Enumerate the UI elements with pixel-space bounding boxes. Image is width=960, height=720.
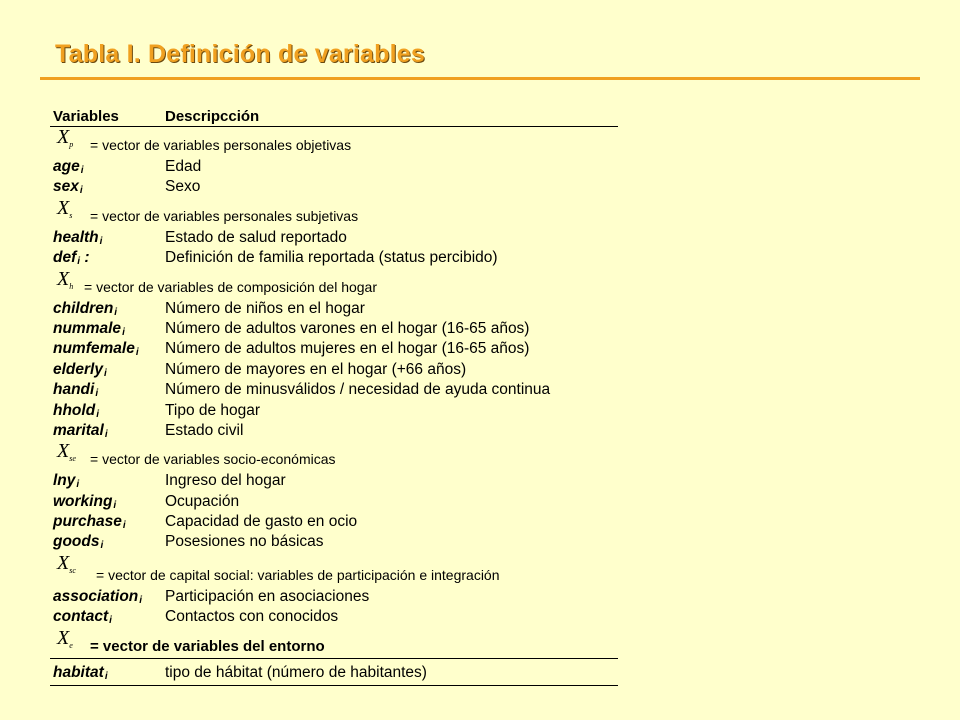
variable-description: Estado civil bbox=[165, 421, 244, 439]
variable-description: Ingreso del hogar bbox=[165, 472, 286, 490]
vector-symbol: $X_{se}$ bbox=[57, 440, 76, 464]
variable-description: Participación en asociaciones bbox=[165, 587, 370, 605]
variable-name: age$_i$ bbox=[53, 158, 84, 176]
table-row bbox=[50, 228, 618, 248]
variable-name: association$_i$ bbox=[53, 587, 143, 606]
variable-name: handi$_i$ bbox=[53, 381, 99, 400]
header-variables: Variables bbox=[53, 108, 119, 125]
variable-name: purchase$_i$ bbox=[53, 513, 126, 532]
variable-name: hhold$_i$ bbox=[53, 401, 99, 420]
variable-description: Edad bbox=[165, 158, 202, 175]
vector-description: = vector de variables socio-económicas bbox=[90, 451, 336, 468]
variable-description: Número de mayores en el hogar (+66 años) bbox=[165, 360, 467, 378]
variable-name: elderly$_i$ bbox=[53, 360, 107, 379]
page-title: Tabla I. Definición de variables bbox=[55, 40, 425, 68]
table-row bbox=[50, 587, 618, 607]
vector-description: = vector de variables personales subjetivas bbox=[90, 207, 359, 224]
table-row bbox=[50, 157, 618, 177]
variable-name: health$_i$ bbox=[53, 228, 103, 247]
table-row bbox=[50, 492, 618, 512]
variable-description: Ocupación bbox=[165, 492, 240, 510]
vector-xse bbox=[50, 441, 618, 471]
table-row bbox=[50, 339, 618, 359]
vector-xh bbox=[50, 269, 618, 299]
variable-description: Número de adultos varones en el hogar (16-65 años) bbox=[165, 319, 530, 337]
vector-description: = vector de variables personales objetivas bbox=[90, 137, 352, 153]
vector-description: = vector de variables del entorno bbox=[90, 637, 325, 655]
variable-name: habitat$_i$ bbox=[53, 663, 108, 682]
variable-description: Sexo bbox=[165, 178, 201, 196]
variable-description: Capacidad de gasto en ocio bbox=[165, 513, 358, 531]
variables-table bbox=[50, 108, 618, 686]
table-row bbox=[50, 319, 618, 339]
variable-name: def$_i$ : bbox=[53, 249, 90, 268]
table-row bbox=[50, 360, 618, 380]
variable-description: Definición de familia reportada (status percibido) bbox=[165, 249, 498, 267]
variable-description: Número de niños en el hogar bbox=[165, 299, 365, 317]
vector-xp bbox=[50, 127, 618, 157]
table-row bbox=[50, 380, 618, 400]
vector-xsc bbox=[50, 553, 618, 587]
vector-xe bbox=[50, 628, 618, 658]
variable-description: tipo de hábitat (número de habitantes) bbox=[165, 663, 427, 681]
variable-description: Posesiones no básicas bbox=[165, 533, 324, 551]
vector-symbol: $X_p$ bbox=[57, 126, 74, 149]
variable-name: lny$_i$ bbox=[53, 472, 80, 491]
variable-name: children$_i$ bbox=[53, 299, 118, 318]
table-row bbox=[50, 248, 618, 268]
table-row bbox=[50, 177, 618, 197]
vector-symbol: $X_s$ bbox=[57, 196, 73, 220]
variable-name: contact$_i$ bbox=[53, 608, 112, 627]
variable-description: Número de minusválidos / necesidad de ayuda continua bbox=[165, 381, 551, 399]
variable-name: nummale$_i$ bbox=[53, 319, 125, 338]
variable-description: Contactos con conocidos bbox=[165, 608, 339, 626]
vector-symbol: $X_{sc}$ bbox=[57, 551, 76, 575]
vector-description: = vector de variables de composición del hogar bbox=[84, 278, 378, 295]
table-row bbox=[50, 512, 618, 532]
variable-description: Estado de salud reportado bbox=[165, 228, 347, 246]
table-row bbox=[50, 299, 618, 319]
variable-name: marital$_i$ bbox=[53, 421, 108, 440]
table-header bbox=[50, 108, 618, 126]
vector-symbol: $X_e$ bbox=[57, 626, 73, 650]
table-row bbox=[50, 471, 618, 491]
variable-name: goods$_i$ bbox=[53, 533, 104, 552]
vector-symbol: $X_h$ bbox=[57, 267, 74, 291]
variable-name: numfemale$_i$ bbox=[53, 340, 139, 359]
variable-description: Número de adultos mujeres en el hogar (16-65 años) bbox=[165, 340, 530, 358]
table-row bbox=[50, 401, 618, 421]
variable-name: working$_i$ bbox=[53, 492, 117, 511]
title-underline bbox=[40, 77, 920, 80]
table-row bbox=[50, 607, 618, 627]
table-row bbox=[50, 421, 618, 441]
table-row bbox=[50, 663, 618, 683]
section-rule bbox=[50, 658, 618, 659]
header-description: Descripcción bbox=[165, 108, 260, 125]
variable-name: sex$_i$ bbox=[53, 178, 83, 197]
table-bottom-rule bbox=[50, 685, 618, 686]
table-row bbox=[50, 532, 618, 552]
vector-description: = vector de capital social: variables de participación e integración bbox=[96, 566, 500, 583]
variable-description: Tipo de hogar bbox=[165, 401, 261, 419]
vector-xs bbox=[50, 198, 618, 228]
